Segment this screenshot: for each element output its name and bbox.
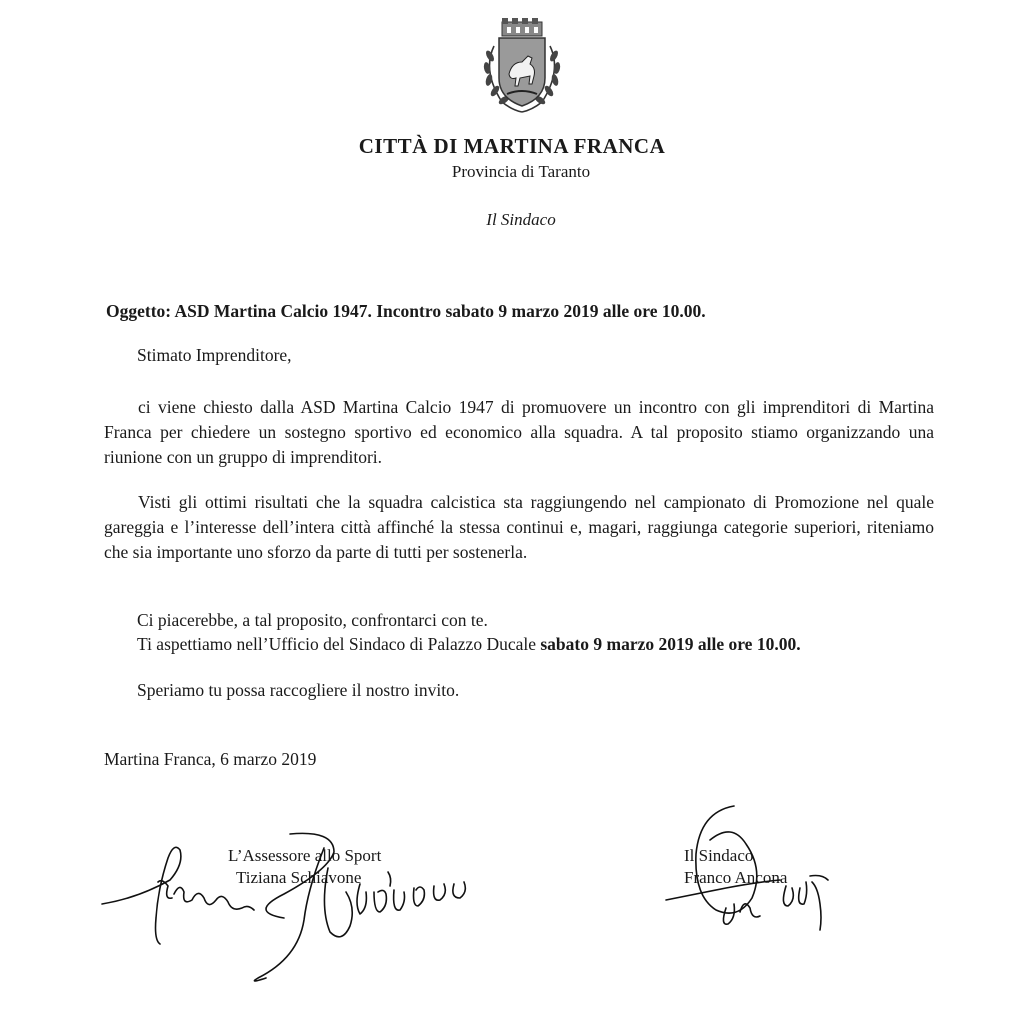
letter-line-2 <box>137 634 801 655</box>
office-title: Il Sindaco <box>486 210 556 229</box>
letter-line-2-bold: sabato 9 marzo 2019 alle ore 10.00. <box>540 634 801 654</box>
sindaco-role: Il Sindaco <box>684 846 754 865</box>
letter-paragraph-2: Visti gli ottimi risultati che la squadra calcistica sta raggiungendo nel campionato di Promozione nel quale gareggia e l’interesse dell’intera città affinché la stessa continui e, magari, raggiunga categorie superiori, riteniamo che sia importante uno sforzo da parte di tutti per sostenerla. <box>104 492 934 562</box>
letter-line-1: Ci piacerebbe, a tal proposito, confrontarci con te. <box>137 610 488 630</box>
city-name: CITTÀ DI MARTINA FRANCA <box>358 134 666 158</box>
letter-line-2-text: Ti aspettiamo nell’Ufficio del Sindaco di Palazzo Ducale <box>137 634 541 654</box>
letter-subject: Oggetto: ASD Martina Calcio 1947. Incontro sabato 9 marzo 2019 alle ore 10.00. <box>106 301 706 321</box>
assessore-name: Tiziana Schiavone <box>236 868 362 887</box>
sindaco-name: Franco Ancona <box>684 868 788 887</box>
handwritten-signature-assessore <box>98 828 498 988</box>
place-and-date: Martina Franca, 6 marzo 2019 <box>104 749 317 769</box>
letter-paragraph-1: ci viene chiesto dalla ASD Martina Calcio 1947 di promuovere un incontro con gli imprenditori di Martina Franca per chiedere un sostegno sportivo ed economico alla squadra. A tal proposito stiamo organizzando una riunione con un gruppo di imprenditori. <box>104 397 934 467</box>
letter-line-3: Speriamo tu possa raccogliere il nostro invito. <box>137 680 460 700</box>
assessore-role: L’Assessore allo Sport <box>228 846 382 865</box>
handwritten-signature-sindaco <box>660 800 840 980</box>
coat-of-arms-icon <box>472 16 572 116</box>
province-name: Provincia di Taranto <box>451 162 591 181</box>
letter-salutation: Stimato Imprenditore, <box>137 345 292 365</box>
